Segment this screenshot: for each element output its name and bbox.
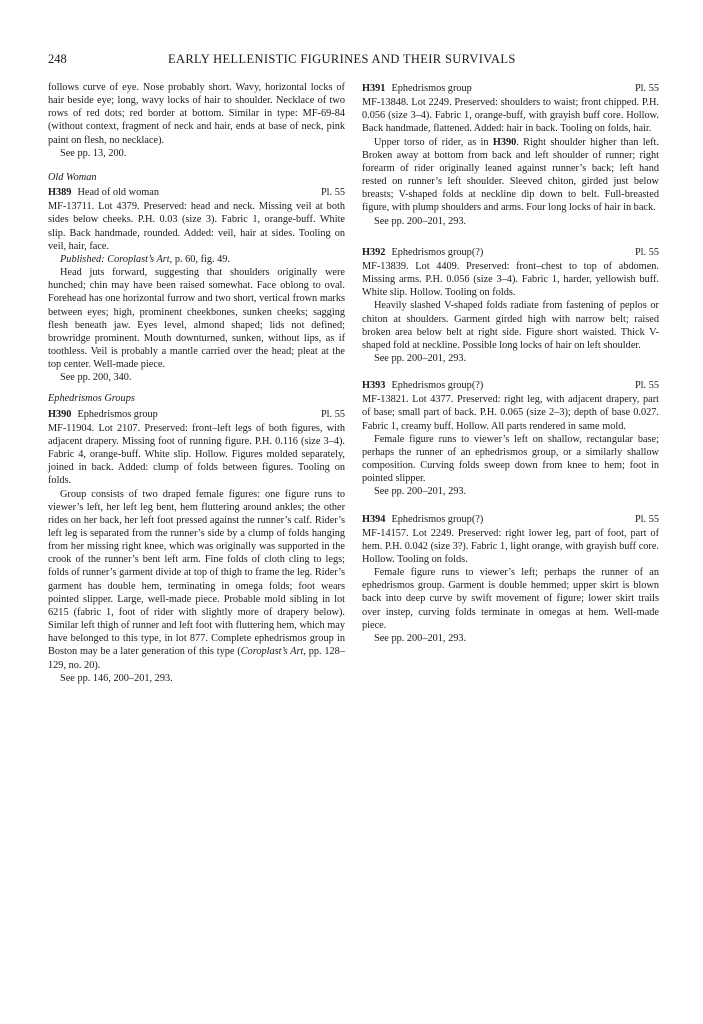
plate-ref: Pl. 55 [634, 83, 659, 94]
entry-title: Ephedrismos group(?) [391, 513, 484, 525]
entry-title: Ephedrismos group [391, 83, 472, 94]
page-number: 248 [48, 52, 67, 66]
entry-h394-see: See pp. 200–201, 293. [374, 632, 467, 644]
entry-h392-desc: MF-13839. Lot 4409. Preserved: front–chest to top of abdomen. Missing arms. P.H. 0.056 (size 3–4). Fabric 1, harder, yellowish buff. White slip. Hollow. Tooling on folds. [362, 260, 659, 299]
entry-h394-body: Female figure runs to viewer’s left; perhaps the runner of an ephedrismos group. Garment is double hemmed; upper skirt is blown back into deep curve by swift movement of figure; lower skirt trails over instep, curving folds terminate in omegas at hem. Well-made piece. [362, 567, 659, 631]
entry-h391-desc: MF-13848. Lot 2249. Preserved: shoulders to waist; front chipped. P.H. 0.056 (size 3–4). Fabric 1, orange-buff, with grayish buff core. Hollow. Back handmade, flattened. Added: hair in back. Tooling on folds, hair. [362, 97, 659, 135]
entry-h391-body [362, 136, 659, 215]
entry-h393-see: See pp. 200–201, 293. [374, 486, 467, 498]
entry-h391-header [362, 82, 659, 95]
publication-title: Coroplast’s Art, [107, 253, 173, 265]
plate-ref: Pl. 55 [320, 187, 345, 199]
body-text: Upper torso of rider, as in [374, 136, 493, 148]
right-column [362, 82, 659, 645]
citation-title: Coroplast’s Art, [240, 646, 306, 658]
cross-reference: H390 [492, 136, 517, 148]
entry-h392-body: Heavily slashed V-shaped folds radiate from fastening of peplos or chiton at shoulders. Garment girded high with narrow belt; raised broken area below belt at right side. Figure short waisted. Thick V-shaped fold at neckline. Possible long locks of hair on left shoulder. [362, 300, 659, 351]
body-text: Group consists of two draped female figures: one figure runs to viewer’s left, her left leg bent, hem fluttering around ankles; the other rides on her back, her left foot pressed against the runner’s calf. Rider’s left leg is separated from the runner’s side by a clump of folds hanging from her missing right knee, which was originally was supported in the crook of the runner’s bent left arm. Fine folds of cloth cling to legs; folds of runner’s garment divide at top of thigh to frame the leg. Rider’s garment has double hem, terminating in omega folds; foot wears pointed slipper. Large, well-made piece. Probable mold sibling in lot 6215 (fabric 1, foot of rider with slightly more of drapery below). Similar left thigh of runner and left foot with fluttering hem, which may have belonged to this type, in lot 877. Complete ephedrismos group in Boston may be a later generation of this type ( [48, 488, 345, 658]
entry-h389-desc: MF-13711. Lot 4379. Preserved: head and neck. Missing veil at both sides below cheeks. P.H. 0.03 (size 3). Fabric 1, orange-buff. White slip. Back handmade, rounded. Added: veil, hair at sides. Tooling on veil, hair, face. [48, 201, 345, 252]
entry-title: Head of old woman [77, 187, 159, 199]
running-head: EARLY HELLENISTIC FIGURINES AND THEIR SURVIVALS [168, 52, 516, 66]
entry-h390-see: See pp. 146, 200–201, 293. [60, 672, 173, 684]
body-text-end: . Right shoulder higher than left. Broken away at bottom from back and left shoulder of runner; right forearm of rider originally leaned against runner’s back; left hand rested on runner’s left shoulder. Sleeved chiton, girded just below breasts; V-shaped folds at neckline dip down to belt. Full-breasted figure, with plump shoulders and arms. Four long locks of hair in back. [362, 136, 659, 214]
catalog-number: H393 [362, 380, 386, 392]
catalog-number: H390 [48, 408, 72, 420]
entry-title: Ephedrismos group(?) [391, 380, 484, 392]
catalog-number: H389 [48, 187, 72, 199]
plate-ref: Pl. 55 [320, 408, 345, 420]
publication-ref: p. 60, fig. 49. [174, 253, 231, 265]
intro-see: See pp. 13, 200. [60, 147, 127, 159]
entry-h389-published [48, 253, 345, 266]
entry-h389-body: Head juts forward, suggesting that shoulders originally were hunched; chin may have been raised somewhat. Face oblong to oval. Forehead has one horizontal furrow and two short, vertical frown marks between eyes; high, prominent cheekbones, sunken cheeks; sagging flesh beneath jaw. Eyes level, almond shaped; lids not defined; browridge prominent. Mouth downturned, sunken, without lips, as if toothless. Veil is probably a mantle carried over the head; pleat at the top center. Well-made piece. [48, 267, 345, 371]
entry-h389-header [48, 186, 345, 199]
catalog-number: H391 [362, 83, 386, 94]
body-text-end: pp. 128–129, no. 20). [48, 646, 345, 671]
entry-h392-header [362, 246, 659, 259]
plate-ref: Pl. 55 [634, 246, 659, 258]
section-old-woman: Old Woman [48, 171, 97, 183]
plate-ref: Pl. 55 [634, 380, 659, 392]
entry-h390-desc: MF-11904. Lot 2107. Preserved: front–left legs of both figures, with adjacent drapery. Missing foot of running figure. P.H. 0.116 (size 3–4). Fabric 4, orange-buff. White slip. Hollow. Figures molded separately, joined in back. Added: clump of folds between figures. Tooling on folds. [48, 422, 345, 487]
entry-h390-header [48, 408, 345, 421]
entry-h394-desc: MF-14157. Lot 2249. Preserved: right lower leg, part of foot, part of hem. P.H. 0.042 (size 3?). Fabric 1, light orange, with grayish buff core. Hollow. Tooling on folds. [362, 527, 659, 565]
catalog-number: H394 [362, 513, 386, 525]
catalog-number: H392 [362, 246, 386, 258]
entry-h393-header [362, 379, 659, 392]
published-label: Published: [60, 253, 105, 265]
section-ephedrismos: Ephedrismos Groups [48, 393, 135, 405]
entry-h393-body: Female figure runs to viewer’s left on shallow, rectangular base; perhaps the runner of an ephedrismos group, or a similarly shallow composition. Curving folds sweep down from knee to hem; foot in pointed slipper. [362, 433, 659, 485]
entry-h390-body [48, 488, 345, 672]
entry-h393-desc: MF-13821. Lot 4377. Preserved: right leg, with adjacent drapery, part of base; small part of back. P.H. 0.065 (size 2–3); depth of base 0.027. Fabric 1, creamy buff. Hollow. All parts rendered in same mold. [362, 394, 659, 432]
entry-title: Ephedrismos group(?) [391, 246, 484, 258]
entry-title: Ephedrismos group [77, 408, 158, 420]
entry-h394-header [362, 513, 659, 526]
plate-ref: Pl. 55 [634, 513, 659, 525]
entry-h391-see: See pp. 200–201, 293. [374, 215, 467, 227]
entry-h389-see: See pp. 200, 340. [60, 372, 132, 384]
left-column [48, 81, 345, 685]
intro-text: follows curve of eye. Nose probably short. Wavy, horizontal locks of hair beside eye; long, wavy locks of hair to shoulder. Necklace of two rows of red dots; red border at bottom. Similar in type: MF-69-84 (without context, fragment of neck and hair, ends at base of neck, pink paint on flesh, no necklace). [48, 82, 345, 146]
entry-h392-see: See pp. 200–201, 293. [374, 352, 467, 364]
